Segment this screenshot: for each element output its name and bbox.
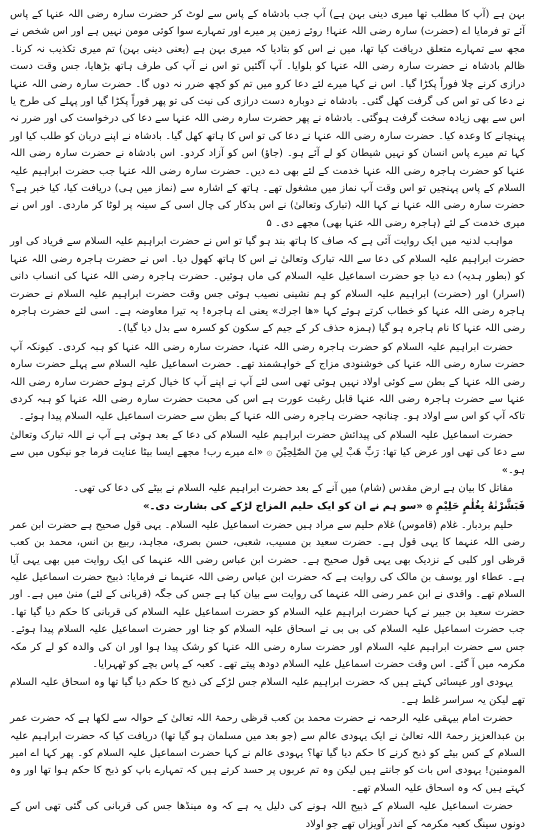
paragraph-2: مواہب لدنیہ میں ایک روایت آئی ہے کہ صاف کا ہاتھ بند ہو گیا تو اس نے حضرت ابراہیم علیہ السلام سے فریاد کی اور حضرت ابراہیم علیہ السلام کی دعا سے اللہ تبارک وتعالیٰ نے اس کا ہاتھ کھول دیا۔ اس نے حضرت ہاجرہ رضی اللہ عنہا کو (بطور ہدیہ) دے دیا جو حضرت اسماعیل علیہ السلام کی ماں ہوئیں۔ حضرت ہاجرہ رضی اللہ عنہا کی انساب دانی (اسرار) اور (حضرت) ابراہیم علیہ السلام کو ہم نشینی نصیب ہوئی جس وقت حضرت ابراہیم علیہ السلام نے حضرت ہاجرہ رضی اللہ عنہا کو خطاب کرتے ہوئے کہا «ها اجرك» یعنی اے ہاجرہ! یہ تیرا معاوضہ ہے۔ اسی لئے حضرت ہاجرہ رضی اللہ عنہا کا نام ہاجرہ ہو گیا (ہمزہ حذف کر کے جیم کے سکون کو کسرہ سے بدل دیا گیا)۔ (10, 236, 525, 335)
paragraph-9: حضرت امام بیہقی علیہ الرحمہ نے حضرت محمد بن کعب قرظی رحمۃ اللہ تعالیٰ کے حوالہ سے لکھا ہے کہ حضرت عمر بن عبدالعزیز رحمۃ اللہ تعالیٰ نے ایک یہودی عالم سے (جو بعد میں مسلمان ہو گیا تھا) دریافت کیا کہ حضرت ابراہیم علیہ السلام کے کس بیٹے کو ذبح کرنے کا حکم دیا گیا تھا؟ یہودی عالم نے کہا حضرت اسماعیل علیہ السلام کو۔ پھر کہا اے امیر المومنین! یہودی اس بات کو جانتے ہیں لیکن وہ تم عربوں پر حسد کرتے ہیں کہ تمہارے باپ کو ذبح کا حکم ہوا تھا اور وہ کہتے ہیں کہ وہ اسحاق علیہ السلام تھے۔ (10, 713, 525, 794)
paragraph-8: یہودی اور عیسائی کہتے ہیں کہ حضرت ابراہیم علیہ السلام جس لڑکے کی ذبح کا حکم دیا گیا تھا وہ اسحاق علیہ السلام تھے لیکن یہ سراسر غلط ہے۔ (10, 677, 525, 706)
paragraph-5: مقاتل کا بیان ہے ارض مقدس (شام) میں آنے کے بعد حضرت ابراہیم علیہ السلام نے بیٹے کی دعا کی تھی۔ (73, 482, 513, 494)
paragraph-3: حضرت ابراہیم علیہ السلام کو حضرت ہاجرہ رضی اللہ عنہا، حضرت سارہ رضی اللہ عنہا کو ہبہ کردی۔ کیونکہ آپ حضرت سارہ رضی اللہ عنہا کی خوشنودی مزاج کے خواہشمند تھے۔ حضرت اسماعیل علیہ السلام سے پہلے حضرت سارہ رضی اللہ عنہا کے بطن سے کوئی اولاد نہیں ہوئی تھی اسی لئے آپ نے اپنے آپ کا خیال کرتے ہوئے حضرت سارہ رضی اللہ عنہا سے حضرت ہاجرہ رضی اللہ عنہا قابل رغبت عورت ہے اس کی محبت حضرت سارہ رضی اللہ عنہا کو ہبہ کردی تاکہ آپ کو اس سے اولاد ہو۔ چنانچہ حضرت ہاجرہ رضی اللہ عنہا کے بطن سے حضرت اسماعیل علیہ السلام پیدا ہوئے۔ (10, 341, 525, 423)
paragraph-1: بہن ہے (آپ کا مطلب تھا میری دینی بہن ہے) آپ جب بادشاہ کے پاس سے لوٹ کر حضرت سارہ رضی اللہ عنہا کے پاس آئے تو فرمایا اے (حضرت) سارہ رضی اللہ عنہا! روئے زمین پر میرے اور تمہارے سوا کوئی مومن نہیں ہے اور اس شخص نے مجھ سے تمہارے متعلق دریافت کیا تھا، میں نے اس کو بتادیا کہ میری بہن ہے (یعنی دینی بہن) تم میری تکذیب نہ کرنا۔ ظالم بادشاہ نے حضرت سارہ رضی اللہ عنہا کو بلوایا۔ آپ آگئیں تو اس نے آپ کی طرف ہاتھ بڑھایا، جس وقت دست درازی کرنے چلا فوراً پکڑا گیا۔ اس نے کہا میرے لئے دعا کرو میں تم کو کچھ ضرر نہ دوں گا۔ حضرت سارہ رضی اللہ عنہا نے دعا کی تو اس کی گرفت کھل گئی۔ بادشاہ نے دوبارہ دست درازی کی نیت کی تو پھر فوراً پکڑا گیا اور پہلے کی طرح یا اس سے بھی زیادہ سخت گرفت ہوگئی۔ بادشاہ نے پھر حضرت سارہ رضی اللہ عنہا سے دعا کی درخواست کی اور ضرر نہ پہنچانے کا وعدہ کیا۔ حضرت سارہ رضی اللہ عنہا نے دعا کی تو اس کا ہاتھ کھل گیا۔ بادشاہ نے اپنے دربان کو طلب کیا اور کہا تم میرے پاس انسان کو نہیں شیطان کو لے آئے ہو۔ (جاؤ) اس کو آزاد کردو۔ اس بادشاہ نے حضرت سارہ رضی اللہ عنہا کو حضرت ہاجرہ رضی اللہ عنہا خدمت کے لئے بھی دے دیں۔ حضرت سارہ رضی اللہ عنہا جب حضرت ابراہیم علیہ السلام کے پاس پہنچیں تو اس وقت آپ نماز میں مشغول تھے۔ ہاتھ کے اشارہ سے (نماز میں ہی) دریافت کیا، کیا خبر ہے؟ حضرت سارہ رضی اللہ عنہا نے کہا اللہ (تبارک وتعالیٰ) نے اس بدکار کی چال اسی کے سینہ پر لوٹا کر ماردی۔ اور اس نے میری خدمت کے لئے (ہاجرہ رضی اللہ عنہا بھی) مجھے دی۔ ۵ (10, 9, 525, 229)
paragraph-10: حضرت اسماعیل علیہ السلام کے ذبیح اللہ ہونے کی دلیل یہ ہے کہ وہ مینڈھا جس کی قربانی کی گئی تھی اس کے دونوں سینگ کعبہ مکرمہ کے اندر آویزاں تھے جو اولاد (10, 801, 525, 830)
paragraph-6-ayah: فَبَشَّرْنٰهُ بِغُلٰمٍ حَلِيْمٍ ۞ «سو ہم نے ان کو ایک حلیم المزاج لڑکے کی بشارت دی۔» (142, 501, 525, 513)
paragraph-4: حضرت اسماعیل علیہ السلام کی پیدائش حضرت ابراہیم علیہ السلام کی دعا کے بعد ہوئی ہے آپ نے اللہ تبارک وتعالیٰ سے دعا کی تھی اور عرض کیا تھا: رَبِّ هَبْ لِي مِنَ الصّٰلِحِيْنَ ۞ «اے میرے رب! مجھے ایسا بیٹا عنایت فرما جو نیکوں میں سے ہو۔» (10, 429, 525, 476)
paragraph-7: حلیم بردبار۔ غلام (قاموس) غلام حلیم سے مراد ہیں حضرت اسماعیل علیہ السلام۔ یہی قول صحیح ہے حضرت ابن عمر رضی اللہ عنہما کا یہی قول ہے۔ حضرت سعید بن مسیب، شعبی، حسن بصری، مجاہد، ربیع بن انس، محمد بن کعب قرظی اور کلبی کے نزدیک بھی یہی قول صحیح ہے۔ حضرت ابن عباس رضی اللہ عنہما کی ایک روایت میں بھی یہی آیا ہے۔ عطاء اور یوسف بن مالک کی روایت ہے کہ حضرت ابن عباس رضی اللہ عنہما نے فرمایا: ذبیح حضرت اسماعیل علیہ السلام تھے۔ واقدی نے ابن عمر رضی اللہ عنہما کی روایت سے بیان کیا ہے جس کی جگہ (قربانی کے لئے) منیٰ میں ہے۔ اور حضرت سعید بن جبیر نے کہا حضرت ابراہیم علیہ السلام کو حضرت اسماعیل علیہ السلام کی قربانی کا حکم دیا گیا تھا۔ جب حضرت اسماعیل علیہ السلام کی بی بی نے اسحاق علیہ السلام کو جنا اور حضرت اسماعیل علیہ السلام پیدا ہوئے۔ جس سے حضرت ابراہیم علیہ السلام اور حضرت سارہ رضی اللہ عنہا کو رشک پیدا ہوا اور ان کی والدہ کو لے کر مکہ مکرمہ میں آ گئے۔ اس وقت حضرت اسماعیل علیہ السلام دودھ پیتے تھے۔ کعبہ کے پاس بچے کو ٹھہرایا۔ (10, 519, 525, 671)
